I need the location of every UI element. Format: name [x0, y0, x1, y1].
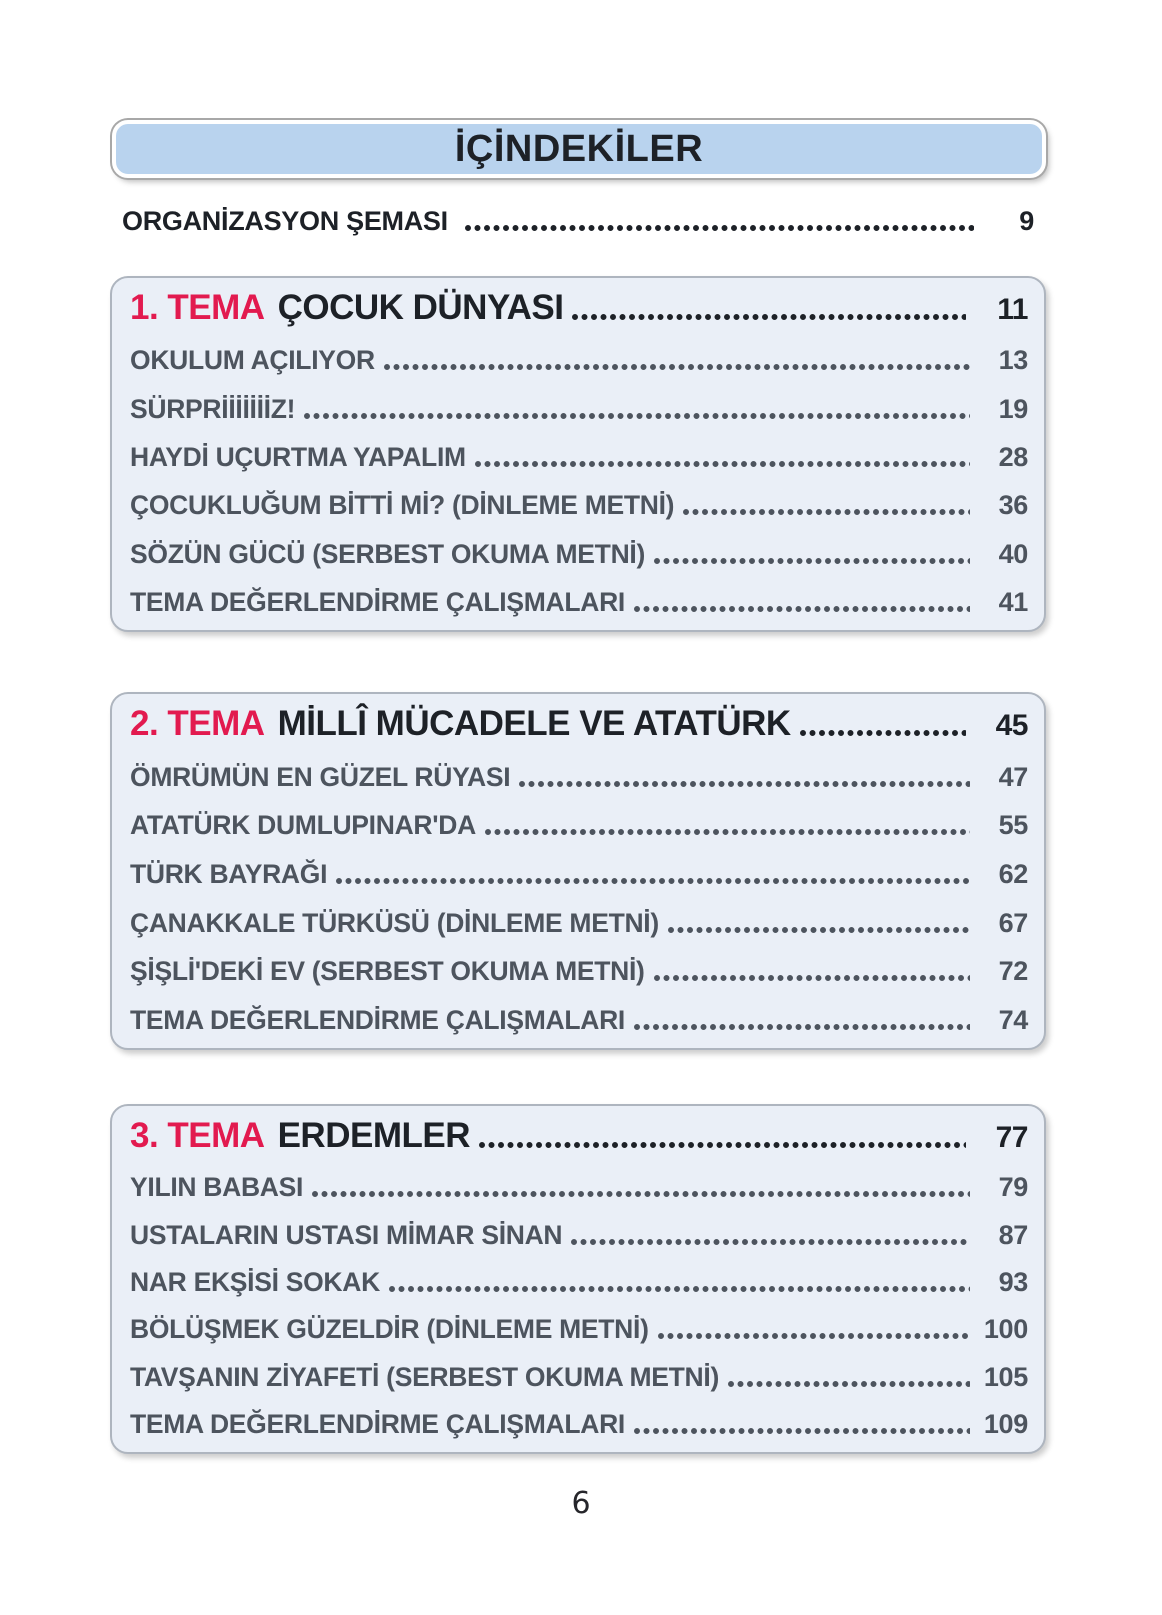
- toc-entry-page: 100: [983, 1314, 1028, 1345]
- contents-title: İÇİNDEKİLER: [454, 127, 704, 170]
- toc-entry-organization-chart: [122, 206, 1034, 237]
- toc-entry-page: 19: [998, 393, 1028, 424]
- theme-number: 3. TEMA: [130, 1116, 265, 1155]
- dot-leader: [303, 412, 970, 420]
- dot-leader: [388, 1285, 970, 1293]
- toc-entry: [130, 1172, 1028, 1203]
- toc-entry: [130, 859, 1028, 890]
- toc-entry-label: HAYDİ UÇURTMA YAPALIM: [130, 441, 466, 472]
- toc-entry-page: 67: [998, 907, 1028, 938]
- toc-entry-label: TEMA DEĞERLENDİRME ÇALIŞMALARI: [130, 586, 625, 617]
- dot-leader: [633, 1023, 970, 1031]
- toc-entry: [130, 1314, 1028, 1345]
- toc-entry-page: 72: [998, 956, 1028, 987]
- dot-leader: [667, 926, 970, 934]
- toc-entry-label: ŞİŞLİ'DEKİ EV (SERBEST OKUMA METNİ): [130, 956, 645, 987]
- toc-entry: [130, 490, 1028, 521]
- dot-leader: [653, 557, 970, 565]
- theme-page-number: 11: [997, 293, 1028, 326]
- toc-entry-label: SÖZÜN GÜCÜ (SERBEST OKUMA METNİ): [130, 538, 645, 569]
- dot-leader: [474, 460, 970, 468]
- toc-entry: [130, 956, 1028, 987]
- dot-leader: [799, 729, 966, 737]
- toc-entry-label: ÇOCUKLUĞUM BİTTİ Mİ? (DİNLEME METNİ): [130, 490, 675, 521]
- toc-entry: [130, 539, 1028, 570]
- theme-title: ÇOCUK DÜNYASI: [277, 288, 564, 327]
- toc-entry-page: 55: [998, 810, 1028, 841]
- toc-entry-label: NAR EKŞİSİ SOKAK: [130, 1266, 380, 1297]
- dot-leader: [633, 1427, 970, 1435]
- toc-entry-label: TÜRK BAYRAĞI: [130, 858, 328, 889]
- dot-leader: [383, 363, 970, 371]
- theme-title: ERDEMLER: [277, 1116, 470, 1155]
- dot-leader: [657, 1332, 970, 1340]
- toc-entry: [130, 394, 1028, 425]
- toc-entry: [130, 1220, 1028, 1251]
- dot-leader: [311, 1190, 970, 1198]
- toc-entry-label: OKULUM AÇILIYOR: [130, 345, 375, 376]
- toc-entry-page: 9: [1019, 206, 1034, 236]
- page-number-footer: 6: [571, 1486, 591, 1521]
- theme-box-1: [110, 276, 1046, 632]
- toc-entry-page: 13: [998, 345, 1028, 376]
- theme-box-2: [110, 692, 1046, 1050]
- toc-entry-page: 40: [998, 538, 1028, 569]
- dot-leader: [682, 508, 970, 516]
- theme-title: MİLLÎ MÜCADELE VE ATATÜRK: [277, 704, 791, 743]
- theme-heading: [130, 1116, 1028, 1156]
- toc-entry-page: 93: [998, 1266, 1028, 1297]
- toc-entry-label: USTALARIN USTASI MİMAR SİNAN: [130, 1219, 563, 1250]
- dot-leader: [478, 1141, 966, 1149]
- theme-box-3: [110, 1104, 1046, 1454]
- toc-entry-label: BÖLÜŞMEK GÜZELDİR (DİNLEME METNİ): [130, 1314, 649, 1345]
- dot-leader: [464, 224, 974, 232]
- dot-leader: [727, 1380, 970, 1388]
- theme-heading: [130, 704, 1028, 744]
- toc-entry: [130, 762, 1028, 793]
- toc-entry: [130, 1409, 1028, 1440]
- toc-entry-page: 87: [998, 1219, 1028, 1250]
- toc-entry-label: TAVŞANIN ZİYAFETİ (SERBEST OKUMA METNİ): [130, 1361, 719, 1392]
- theme-page-number: 77: [995, 1121, 1028, 1154]
- toc-entry-page: 28: [998, 441, 1028, 472]
- dot-leader: [571, 313, 966, 321]
- toc-entry-label: ORGANİZASYON ŞEMASI: [122, 206, 448, 236]
- toc-entry-label: SÜRPRİİİİİİİZ!: [130, 393, 296, 424]
- toc-entry-label: YILIN BABASI: [130, 1172, 304, 1203]
- toc-entry-page: 62: [998, 858, 1028, 889]
- dot-leader: [570, 1238, 970, 1246]
- theme-number: 1. TEMA: [130, 288, 265, 327]
- toc-entry: [130, 587, 1028, 618]
- toc-entry-page: 47: [998, 761, 1028, 792]
- toc-entry-page: 109: [983, 1408, 1028, 1439]
- theme-page-number: 45: [995, 709, 1028, 742]
- toc-entry-label: ÖMRÜMÜN EN GÜZEL RÜYASI: [130, 761, 511, 792]
- toc-entry-page: 74: [998, 1004, 1028, 1035]
- toc-entry-page: 41: [998, 586, 1028, 617]
- toc-entry: [130, 1362, 1028, 1393]
- toc-entry: [130, 908, 1028, 939]
- theme-number: 2. TEMA: [130, 704, 265, 743]
- dot-leader: [518, 780, 970, 788]
- dot-leader: [653, 974, 970, 982]
- toc-entry: [130, 1267, 1028, 1298]
- toc-entry: [130, 442, 1028, 473]
- toc-entry-label: ÇANAKKALE TÜRKÜSÜ (DİNLEME METNİ): [130, 907, 659, 938]
- toc-entry-page: 79: [998, 1172, 1028, 1203]
- dot-leader: [335, 877, 970, 885]
- toc-entry: [130, 345, 1028, 376]
- theme-heading: [130, 288, 1028, 328]
- toc-entry: [130, 810, 1028, 841]
- toc-entry: [130, 1005, 1028, 1036]
- dot-leader: [633, 605, 970, 613]
- contents-title-banner: [112, 120, 1046, 178]
- toc-entry-label: ATATÜRK DUMLUPINAR'DA: [130, 810, 476, 841]
- toc-entry-label: TEMA DEĞERLENDİRME ÇALIŞMALARI: [130, 1408, 625, 1439]
- toc-entry-label: TEMA DEĞERLENDİRME ÇALIŞMALARI: [130, 1004, 625, 1035]
- toc-entry-page: 36: [998, 490, 1028, 521]
- dot-leader: [484, 828, 970, 836]
- toc-entry-page: 105: [983, 1361, 1028, 1392]
